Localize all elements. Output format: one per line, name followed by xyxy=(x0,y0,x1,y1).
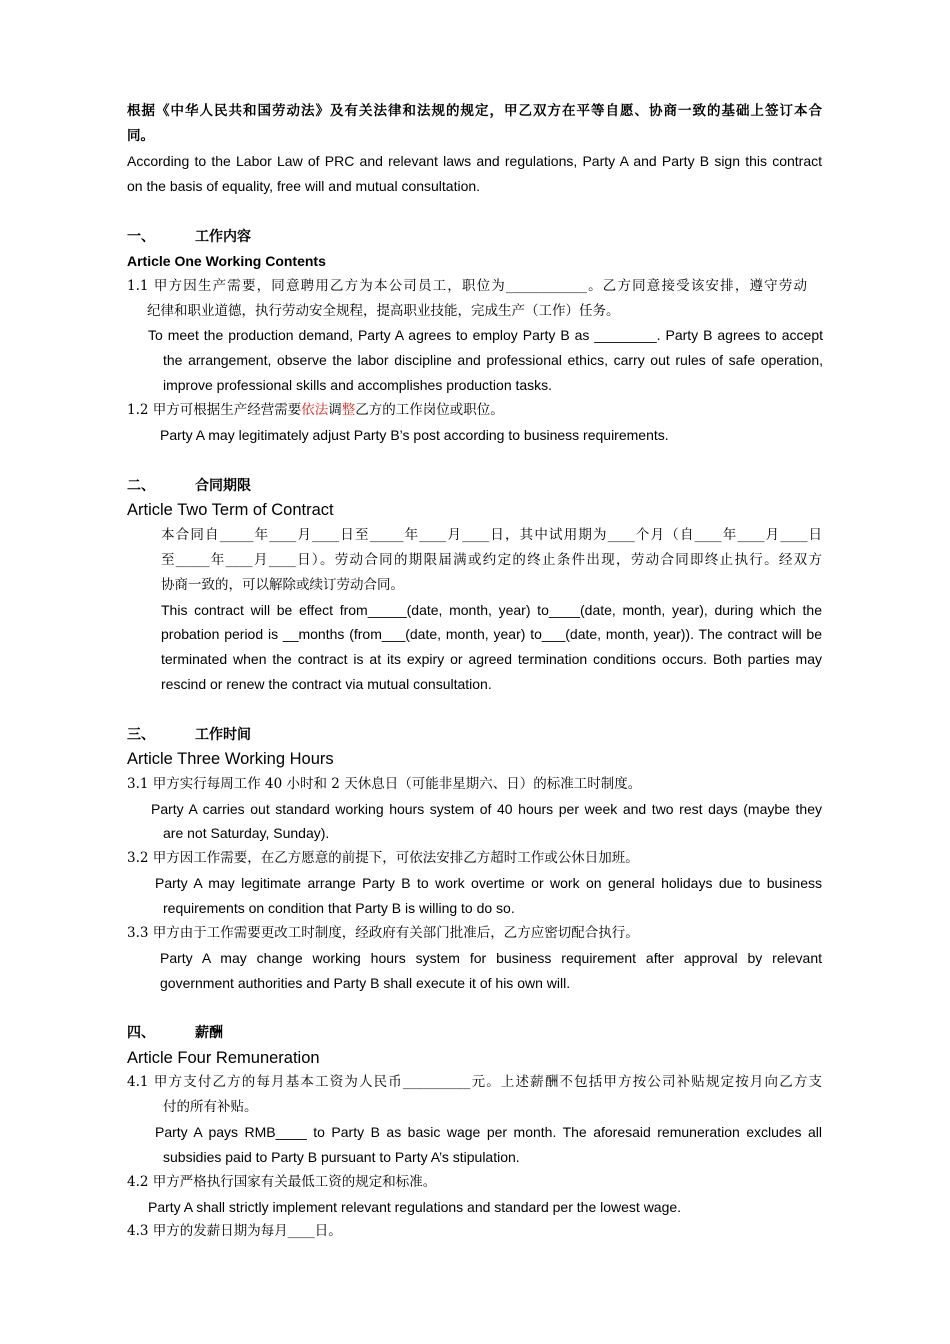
article-4-title-zh: 薪酬 xyxy=(195,1025,223,1041)
article-2-heading-zh xyxy=(127,474,251,499)
clause-1-2-zh-highlight-1: 依法 xyxy=(301,402,329,418)
article-3-number: 三、 xyxy=(127,727,155,743)
article-4-heading-zh xyxy=(127,1021,223,1046)
clause-1-1-en-line-1: To meet the production demand, Party A agrees to employ Party B as ________. Party B agrees to accept xyxy=(148,327,823,343)
clause-3-2-zh: 3.2 甲方因工作需要，在乙方愿意的前提下，可依法安排乙方超时工作或公休日加班。 xyxy=(127,850,639,866)
clause-1-2-en: Party A may legitimately adjust Party B’s post according to business requirements. xyxy=(160,427,669,443)
clause-1-1-zh-line-1: 1.1 甲方因生产需要，同意聘用乙方为本公司员工，职位为____________。乙方同意接受该安排，遵守劳动 xyxy=(127,278,807,294)
clause-1-1-zh-line-2: 纪律和职业道德，执行劳动安全规程，提高职业技能，完成生产（工作）任务。 xyxy=(147,303,620,319)
article-4-title-en: Article Four Remuneration xyxy=(127,1049,320,1067)
clause-3-1-en-line-1: Party A carries out standard working hours system of 40 hours per week and two rest days (maybe they xyxy=(151,801,822,817)
article-2-zh-line-1: 本合同自_____年____月____日至_____年____月____日，其中试用期为____个月（自____年____月____日 xyxy=(161,527,822,543)
clause-1-2-zh-part-c: 乙方的工作岗位或职位。 xyxy=(355,402,504,418)
clause-1-2-zh xyxy=(127,398,504,423)
article-1-number: 一、 xyxy=(127,229,155,245)
article-1-title-en: Article One Working Contents xyxy=(127,253,326,269)
clause-1-2-zh-part-a: 1.2 甲方可根据生产经营需要 xyxy=(127,402,302,418)
intro-zh-line-2: 同。 xyxy=(127,128,154,144)
clause-3-3-en-line-2: government authorities and Party B shall execute it of his own will. xyxy=(160,975,571,991)
article-2-zh-line-3: 协商一致的，可以解除或续订劳动合同。 xyxy=(161,577,404,593)
article-2-en-line-2: probation period is __months (from___(date, month, year) to___(date, month, year)). The contract will be xyxy=(161,626,822,642)
article-2-zh-line-2: 至_____年____月____日）。劳动合同的期限届满或约定的终止条件出现，劳动合同即终止执行。经双方 xyxy=(161,552,822,568)
clause-3-2-en-line-1: Party A may legitimate arrange Party B to work overtime or work on general holidays due to business xyxy=(155,875,822,891)
article-2-title-en: Article Two Term of Contract xyxy=(127,501,334,519)
clause-1-1-en-line-2: the arrangement, observe the labor discipline and professional ethics, carry out rules of safe operation, xyxy=(163,352,823,368)
clause-1-2-zh-part-b: 调 xyxy=(328,402,342,418)
clause-4-1-en-line-2: subsidies paid to Party B pursuant to Party A’s stipulation. xyxy=(163,1149,520,1165)
intro-zh-line-1: 根据《中华人民共和国劳动法》及有关法律和法规的规定，甲乙双方在平等自愿、协商一致的基础上签订本合 xyxy=(127,103,822,119)
article-2-title-zh: 合同期限 xyxy=(195,478,251,494)
article-2-number: 二、 xyxy=(127,478,155,494)
clause-1-2-zh-highlight-2: 整 xyxy=(341,402,356,418)
clause-1-1-en-line-3: improve professional skills and accomplishes production tasks. xyxy=(163,377,553,393)
intro-en-line-2: on the basis of equality, free will and mutual consultation. xyxy=(127,178,481,194)
clause-3-1-en-line-2: are not Saturday, Sunday). xyxy=(163,825,330,841)
article-1-heading-zh xyxy=(127,225,251,250)
clause-3-1-zh: 3.1 甲方实行每周工作 40 小时和 2 天休息日（可能非星期六、日）的标准工时制度。 xyxy=(127,776,642,792)
clause-4-1-en-line-1: Party A pays RMB____ to Party B as basic wage per month. The aforesaid remuneration excludes all xyxy=(155,1124,822,1140)
clause-4-1-zh-line-1: 4.1 甲方支付乙方的每月基本工资为人民币__________元。上述薪酬不包括甲方按公司补贴规定按月向乙方支 xyxy=(127,1074,822,1090)
clause-4-2-zh: 4.2 甲方严格执行国家有关最低工资的规定和标准。 xyxy=(127,1174,437,1190)
clause-4-3-zh: 4.3 甲方的发薪日期为每月____日。 xyxy=(127,1223,342,1239)
article-2-en-line-3: terminated when the contract is at its expiry or agreed termination conditions occurs. Both parties may xyxy=(161,651,822,667)
intro-en-line-1: According to the Labor Law of PRC and relevant laws and regulations, Party A and Party B sign this contract xyxy=(127,153,822,169)
article-3-title-zh: 工作时间 xyxy=(195,727,251,743)
article-2-en-line-1: This contract will be effect from_____(date, month, year) to____(date, month, year), during which the xyxy=(161,602,822,618)
clause-4-1-zh-line-2: 付的所有补贴。 xyxy=(163,1099,258,1115)
article-4-number: 四、 xyxy=(127,1025,155,1041)
article-2-en-line-4: rescind or renew the contract via mutual consultation. xyxy=(161,676,492,692)
article-1-title-zh: 工作内容 xyxy=(195,229,251,245)
clause-3-2-en-line-2: requirements on condition that Party B is willing to do so. xyxy=(163,900,515,916)
article-3-heading-zh xyxy=(127,723,251,748)
clause-4-2-en: Party A shall strictly implement relevant regulations and standard per the lowest wage. xyxy=(148,1199,682,1215)
clause-3-3-zh: 3.3 甲方由于工作需要更改工时制度，经政府有关部门批准后，乙方应密切配合执行。 xyxy=(127,925,639,941)
clause-3-3-en-line-1: Party A may change working hours system for business requirement after approval by relevant xyxy=(160,950,822,966)
article-3-title-en: Article Three Working Hours xyxy=(127,750,334,768)
